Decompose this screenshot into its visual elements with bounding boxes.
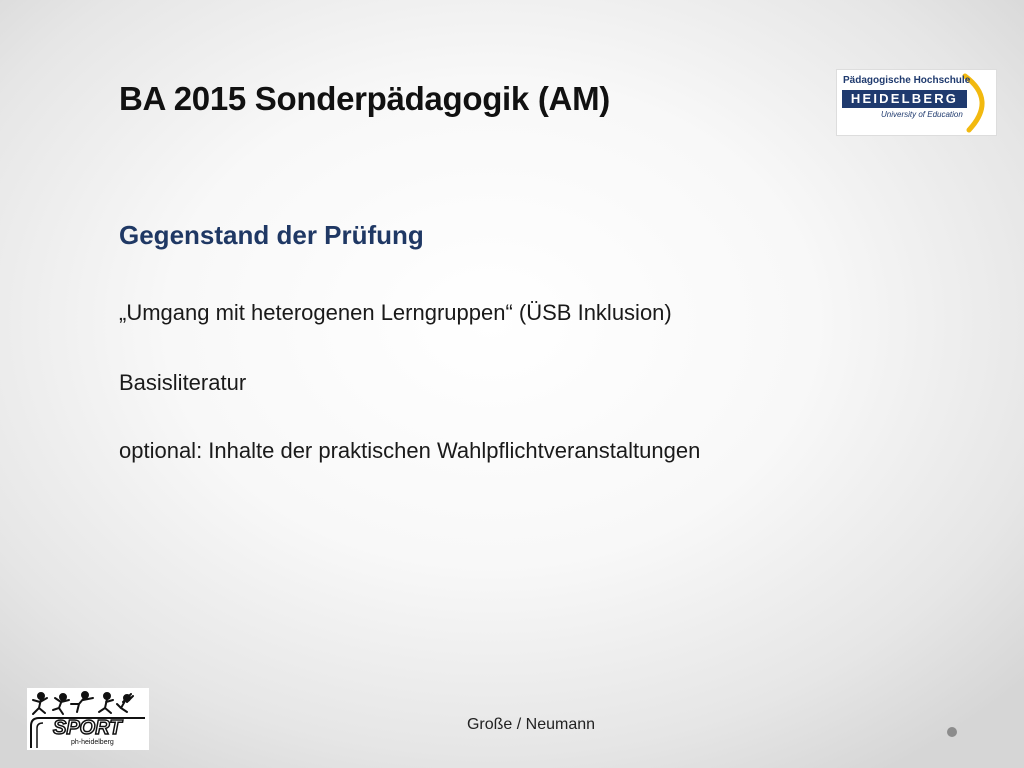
sport-logo-text: SPORT	[53, 717, 122, 739]
slide-title: BA 2015 Sonderpädagogik (AM)	[119, 80, 610, 117]
logo-main-text: HEIDELBERG	[842, 90, 967, 108]
slide-subtitle: Gegenstand der Prüfung	[119, 220, 424, 250]
footer	[0, 716, 1024, 734]
footer-authors: Große / Neumann	[466, 716, 596, 733]
logo-sub-text: University of Education	[881, 110, 963, 119]
logo-top-text: Pädagogische Hochschule	[843, 75, 971, 86]
ph-heidelberg-logo	[836, 69, 997, 136]
body-line-topic: „Umgang mit heterogenen Lerngruppen“ (ÜSB Inklusion)	[119, 300, 672, 325]
slide-bullet-dot	[947, 727, 957, 737]
body-line-optional: optional: Inhalte der praktischen Wahlpflichtveranstaltungen	[119, 438, 701, 463]
body-line-literature: Basisliteratur	[119, 370, 247, 395]
sport-logo-subtext: ph-heidelberg	[71, 739, 114, 746]
